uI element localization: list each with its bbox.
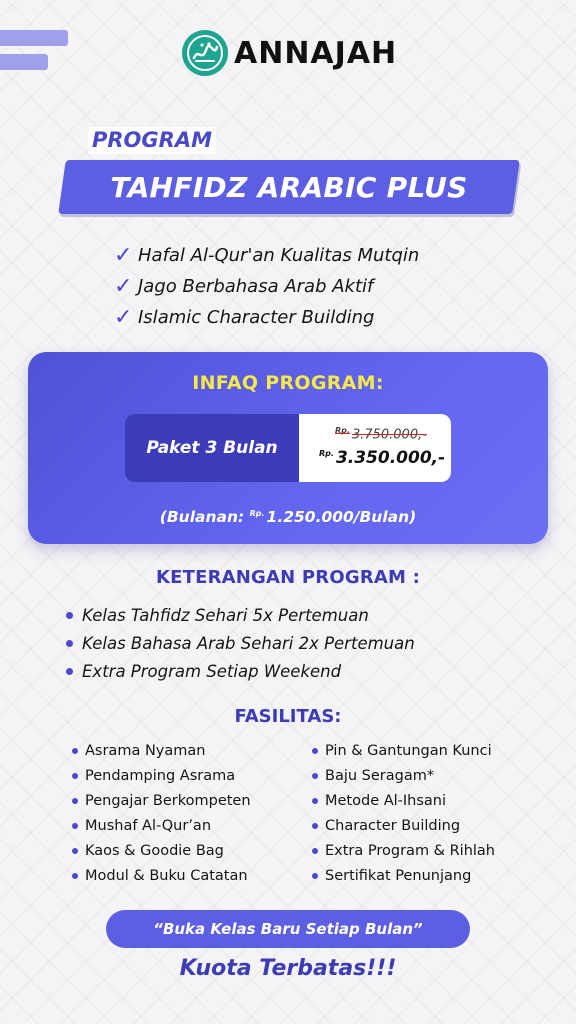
package-price-box — [125, 414, 451, 482]
checkmark-icon: ✓ — [114, 305, 133, 330]
bullet-icon — [66, 612, 73, 619]
facilities-title: FASILITAS: — [234, 706, 342, 727]
list-item: Mushaf Al-Qur’an — [72, 813, 251, 838]
bullet-icon — [312, 823, 318, 829]
facilities-column-right — [312, 738, 495, 888]
program-info-title: KETERANGAN PROGRAM : — [155, 567, 420, 588]
list-item: Pengajar Berkompeten — [72, 788, 251, 813]
list-item: Character Building — [312, 813, 495, 838]
bullet-icon — [312, 798, 318, 804]
bullet-icon — [72, 848, 78, 854]
bullet-icon — [312, 773, 318, 779]
new-price: $^{Rp.}$ 3.350.000,- — [319, 448, 446, 468]
list-item: Extra Program Setiap Weekend — [66, 657, 415, 685]
benefit-list — [114, 240, 419, 333]
price-panel — [299, 414, 451, 482]
list-item: Extra Program & Rihlah — [312, 838, 495, 863]
bullet-icon — [72, 748, 78, 754]
list-item: Asrama Nyaman — [72, 738, 251, 763]
tagline-banner: “Buka Kelas Baru Setiap Bulan” — [106, 910, 470, 948]
bullet-icon — [72, 773, 78, 779]
list-item: Baju Seragam* — [312, 763, 495, 788]
package-name: Paket 3 Bulan — [125, 414, 299, 482]
list-item: Modul & Buku Catatan — [72, 863, 251, 888]
benefit-item — [114, 302, 419, 333]
old-price: $^{Rp.}$ 3.750.000,- — [335, 426, 427, 443]
bullet-icon — [312, 848, 318, 854]
facilities-column-left — [72, 738, 251, 888]
brand-logo — [180, 28, 397, 78]
monthly-price: (Bulanan: $^{Rp.}$ 1.250.000/Bulan) — [159, 508, 417, 526]
list-item: Kaos & Goodie Bag — [72, 838, 251, 863]
program-title: TAHFIDZ ARABIC PLUS — [110, 170, 468, 204]
calligraphy-logo-icon — [180, 28, 230, 78]
checkmark-icon: ✓ — [114, 274, 133, 299]
bullet-icon — [312, 873, 318, 879]
list-item: Pin & Gantungan Kunci — [312, 738, 495, 763]
list-item: Pendamping Asrama — [72, 763, 251, 788]
list-item: Kelas Tahfidz Sehari 5x Pertemuan — [66, 601, 415, 629]
bullet-icon — [66, 668, 73, 675]
benefit-item — [114, 271, 419, 302]
bullet-icon — [72, 798, 78, 804]
checkmark-icon: ✓ — [114, 243, 133, 268]
benefit-text: Jago Berbahasa Arab Aktif — [138, 276, 374, 297]
bullet-icon — [72, 823, 78, 829]
bullet-icon — [312, 748, 318, 754]
decorative-bar — [0, 54, 48, 70]
list-item: Kelas Bahasa Arab Sehari 2x Pertemuan — [66, 629, 415, 657]
benefit-text: Islamic Character Building — [138, 307, 375, 328]
list-item: Sertifikat Penunjang — [312, 863, 495, 888]
decorative-bar — [0, 30, 68, 46]
benefit-text: Hafal Al-Qur'an Kualitas Mutqin — [138, 245, 420, 266]
list-item: Metode Al-Ihsani — [312, 788, 495, 813]
bullet-icon — [66, 640, 73, 647]
infaq-title: INFAQ PROGRAM: — [192, 372, 384, 394]
program-label: PROGRAM — [88, 127, 216, 154]
benefit-item — [114, 240, 419, 271]
bullet-icon — [72, 873, 78, 879]
quota-notice: Kuota Terbatas!!! — [179, 956, 397, 981]
brand-name: ANNAJAH — [234, 35, 398, 71]
program-info-list — [66, 601, 415, 685]
